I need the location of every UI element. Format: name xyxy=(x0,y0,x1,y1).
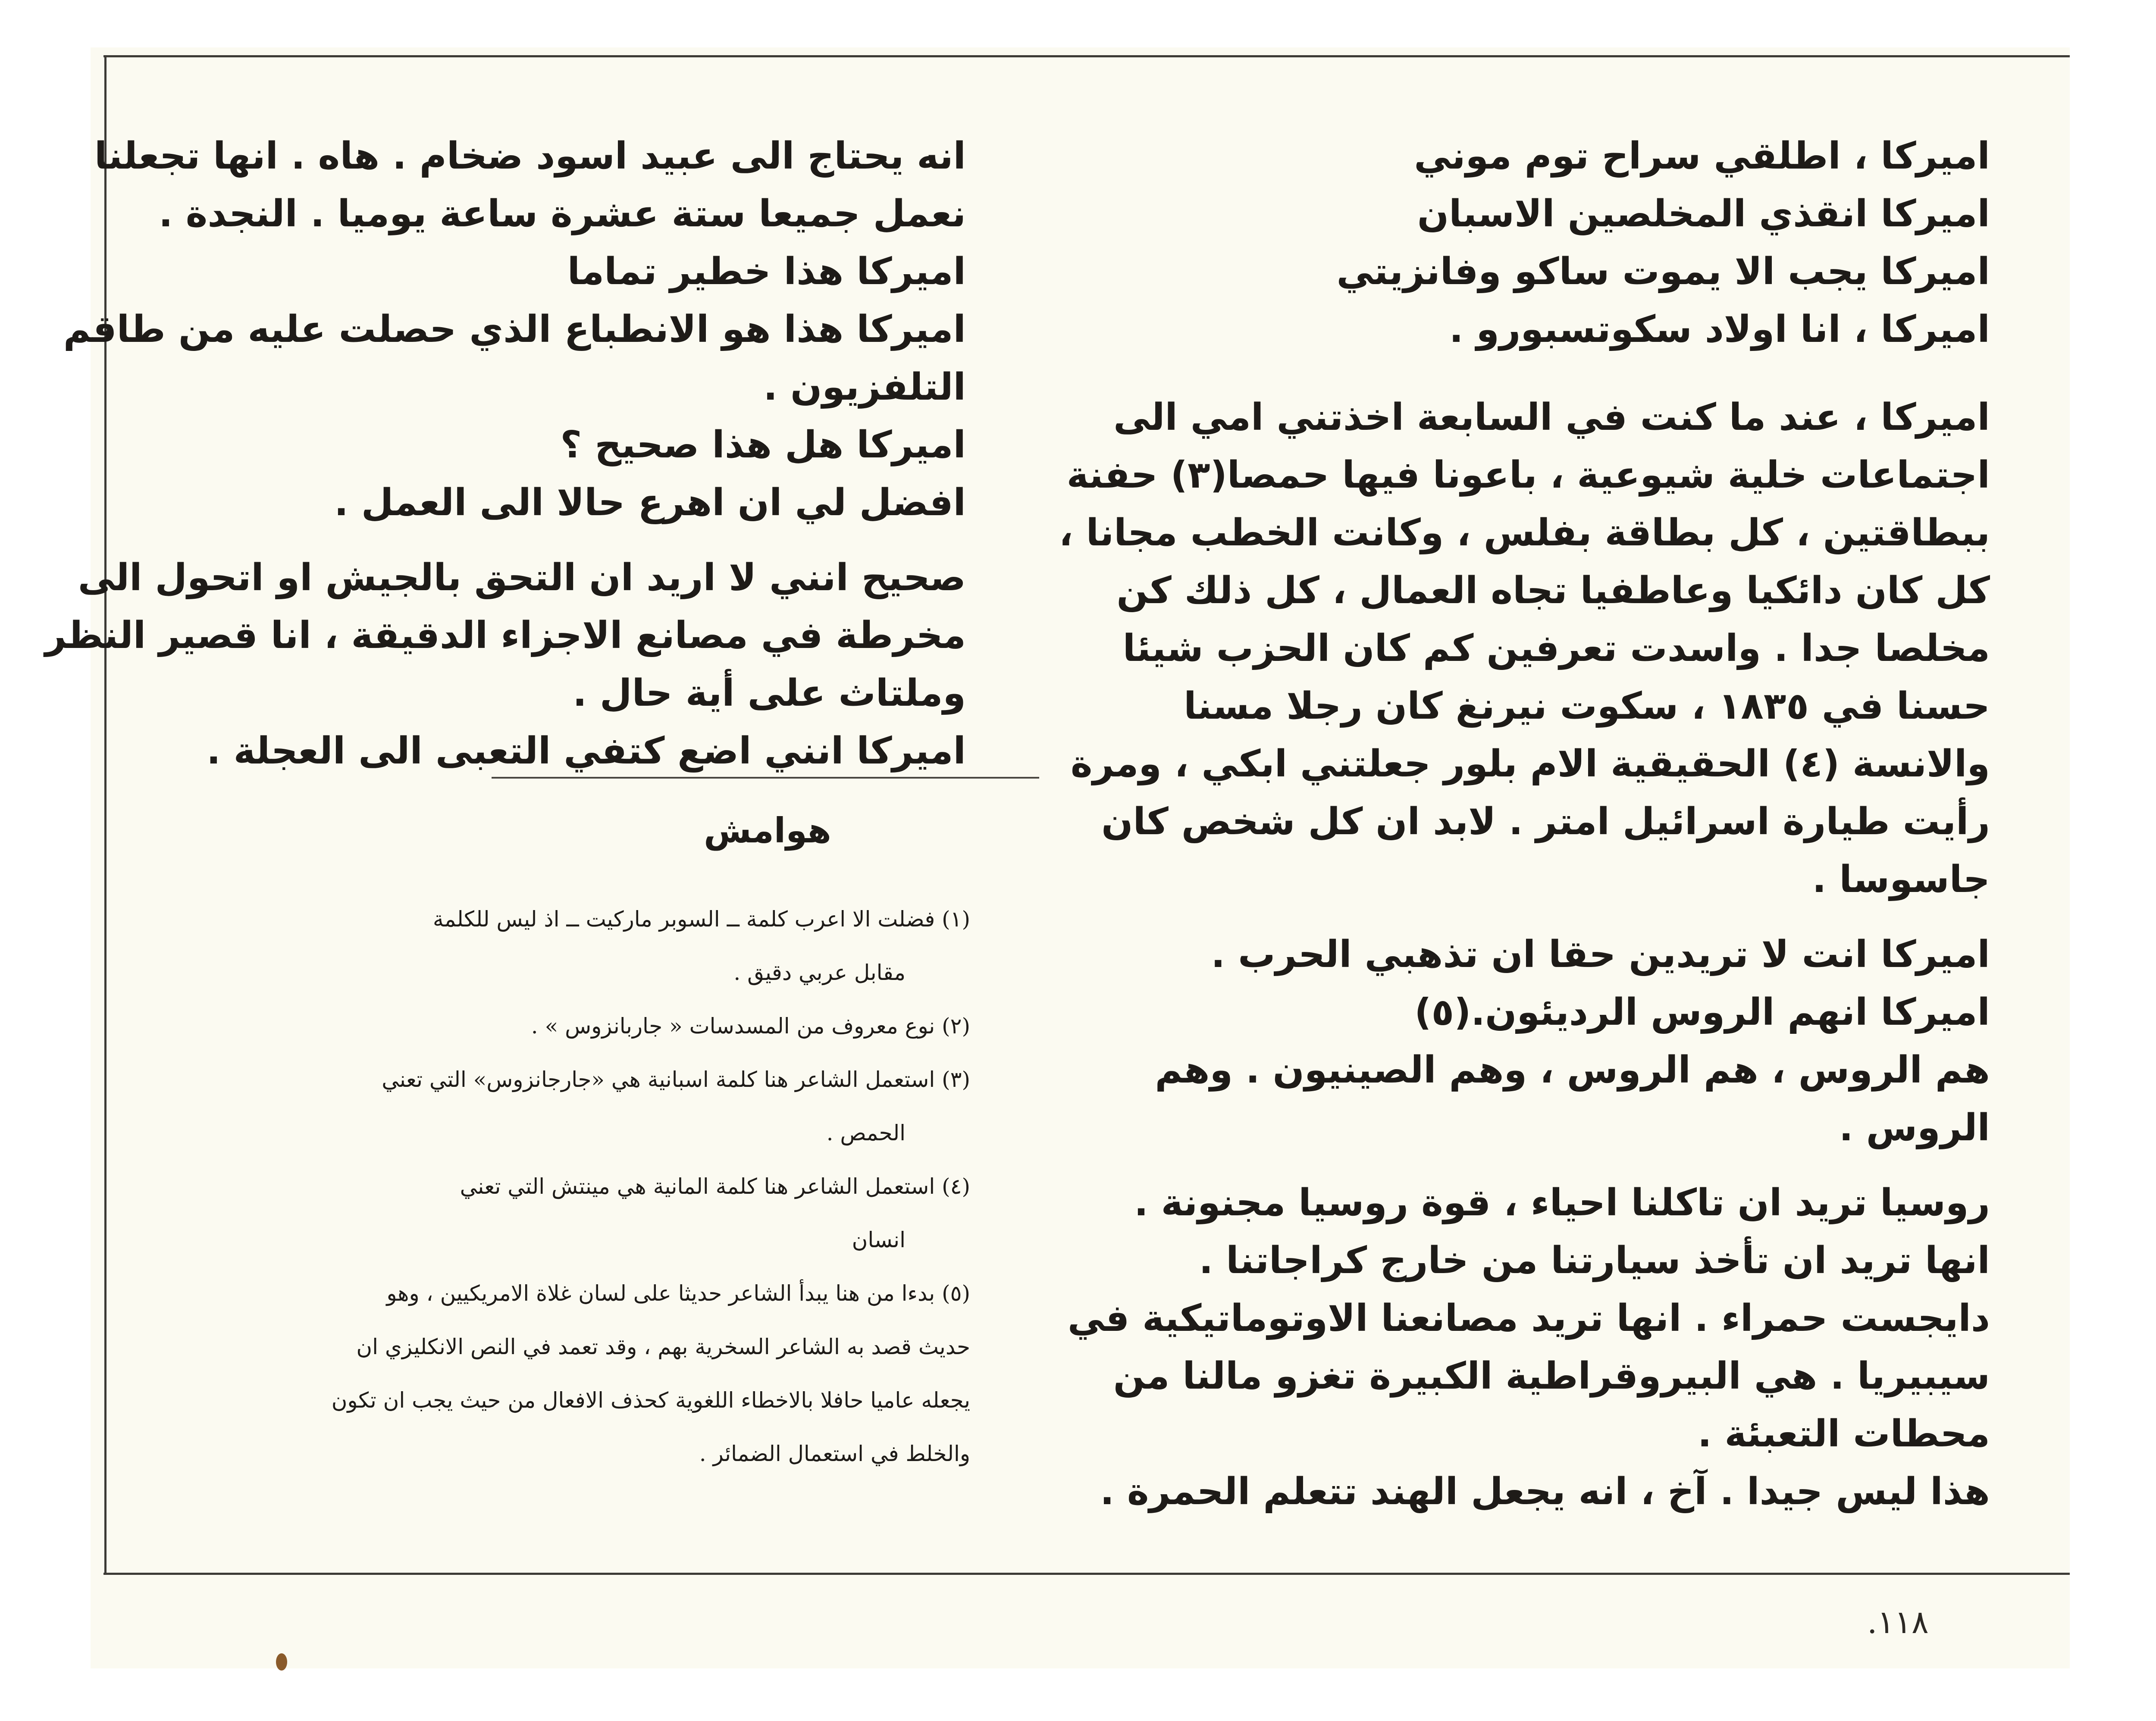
stanza xyxy=(1067,1174,1990,1521)
poem-line: دايجست حمراء . انها تريد مصانعنا الاوتوماتيكية في xyxy=(1067,1297,1990,1340)
poem-line: سيبيريا . هي البيروقراطية الكبيرة تغزو مالنا من xyxy=(1113,1355,1990,1398)
stanza xyxy=(1121,926,1990,1157)
footnotes-list xyxy=(108,892,970,1480)
poem-line: اجتماعات خلية شيوعية ، باعونا فيها حمصا(٣) حفنة xyxy=(1066,454,1990,497)
stanza xyxy=(63,127,966,532)
stanza-gap xyxy=(108,532,966,549)
poem-line: هم الروس ، هم الروس ، وهم الصينيون . وهم xyxy=(1155,1048,1990,1092)
poem-line: نعمل جميعا ستة عشرة ساعة يوميا . النجدة . xyxy=(159,192,966,235)
footnote-line: (٣) استعمل الشاعر هنا كلمة اسبانية هي «جارجانزوس» التي تعني xyxy=(382,1067,970,1092)
poem-line: محطات التعبئة . xyxy=(1697,1412,1990,1455)
poem-line: رأيت طيارة اسرائيل امتر . لابد ان كل شخص كان xyxy=(1101,800,1990,843)
footnote-line: يجعله عاميا حافلا بالاخطاء اللغوية كحذف الافعال من حيث يجب ان تكون xyxy=(331,1388,970,1413)
stanza xyxy=(1121,127,1990,358)
poem-line: مخلصا جدا . واسدت تعرفين كم كان الحزب شيئا xyxy=(1122,627,1990,670)
poem-line: مخرطة في مصانع الاجزاء الدقيقة ، انا قصير النظر xyxy=(45,614,966,657)
bottom-rule xyxy=(103,1573,2070,1575)
footnote-line: (١) فضلت الا اعرب كلمة ــ السوبر ماركيت ــ اذ ليس للكلمة xyxy=(432,907,970,932)
footnote-line: حديث قصد به الشاعر السخرية بهم ، وقد تعمد في النص الانكليزي ان xyxy=(356,1334,970,1359)
stanza xyxy=(1059,388,1990,908)
poem-line: التلفزيون . xyxy=(763,366,966,409)
poem-line: افضل لي ان اهرع حالا الى العمل . xyxy=(334,481,966,524)
poem-line: الروس . xyxy=(1839,1106,1990,1149)
poem-line: اميركا هل هذا صحيح ؟ xyxy=(560,423,966,466)
stanza xyxy=(45,549,966,780)
poem-line: ببطاقتين ، كل بطاقة بفلس ، وكانت الخطب مجانا ، xyxy=(1059,511,1990,554)
poem-line: والانسة (٤) الحقيقية الام بلور جعلتني ابكي ، ومرة xyxy=(1070,742,1990,785)
footnote-line: (٢) نوع معروف من المسدسات « جاربانزوس » . xyxy=(531,1014,970,1039)
top-rule xyxy=(103,55,2070,57)
poem-line: هذا ليس جيدا . آخ ، انه يجعل الهند تتعلم الحمرة . xyxy=(1100,1470,1990,1513)
poem-line: حسنا في ١٨٣٥ ، سكوت نيرنغ كان رجلا مسنا xyxy=(1184,685,1990,728)
poem-line: اميركا انقذي المخلصين الاسبان xyxy=(1417,192,1990,235)
poem-line: اميركا ، اطلقي سراح توم موني xyxy=(1414,135,1990,178)
poem-line: انه يحتاج الى عبيد اسود ضخام . هاه . انها تجعلنا xyxy=(94,135,966,178)
poem-line: صحيح انني لا اريد ان التحق بالجيش او اتحول الى xyxy=(78,556,966,599)
poem-line: انها تريد ان تأخذ سيارتنا من خارج كراجاتنا . xyxy=(1199,1239,1990,1282)
poem-line: اميركا هذا خطير تماما xyxy=(567,250,966,293)
left-rule xyxy=(104,56,107,1574)
left-column xyxy=(45,127,966,780)
poem-line: اميركا انت لا تريدين حقا ان تذهبي الحرب . xyxy=(1211,933,1990,976)
poem-line: جاسوسا . xyxy=(1812,858,1990,901)
poem-line: كل كان دائكيا وعاطفيا تجاه العمال ، كل ذلك كن xyxy=(1116,569,1990,612)
right-column xyxy=(1059,127,1990,1521)
footnote-line: مقابل عربي دقيق . xyxy=(733,960,906,985)
poem-line: اميركا انني اضع كتفي التعبى الى العجلة . xyxy=(207,729,966,773)
poem-line: اميركا يجب الا يموت ساكو وفانزيتي xyxy=(1336,250,1990,293)
page-number: .١١٨ xyxy=(1867,1604,1929,1641)
poem-line: وملتاث على أية حال . xyxy=(573,672,966,715)
stanza-gap xyxy=(1121,908,1990,926)
poem-line: اميركا ، انا اولاد سكوتسبورو . xyxy=(1449,308,1990,351)
footnote-line: انسان xyxy=(852,1227,906,1252)
stanza-gap xyxy=(1121,358,1990,388)
poem-line: اميركا ، عند ما كنت في السابعة اخذتني امي الى xyxy=(1113,396,1990,439)
poem-line: اميركا انهم الروس الرديئون.(٥) xyxy=(1414,991,1990,1034)
stanza-gap xyxy=(1121,1157,1990,1174)
poem-line: روسيا تريد ان تاكلنا احياء ، قوة روسيا مجنونة . xyxy=(1134,1181,1990,1224)
ink-spot xyxy=(276,1653,287,1671)
footnotes-title: هوامش xyxy=(704,810,831,851)
footnote-line: (٤) استعمل الشاعر هنا كلمة المانية هي مينتش التي تعني xyxy=(460,1174,970,1199)
footnote-line: (٥) بدءا من هنا يبدأ الشاعر حديثا على لسان غلاة الامريكيين ، وهو xyxy=(386,1281,970,1306)
footnote-line: الحمص . xyxy=(826,1120,906,1145)
poem-line: اميركا هذا هو الانطباع الذي حصلت عليه من طاقم xyxy=(63,308,966,351)
footnote-line: والخلط في استعمال الضمائر . xyxy=(699,1441,970,1466)
